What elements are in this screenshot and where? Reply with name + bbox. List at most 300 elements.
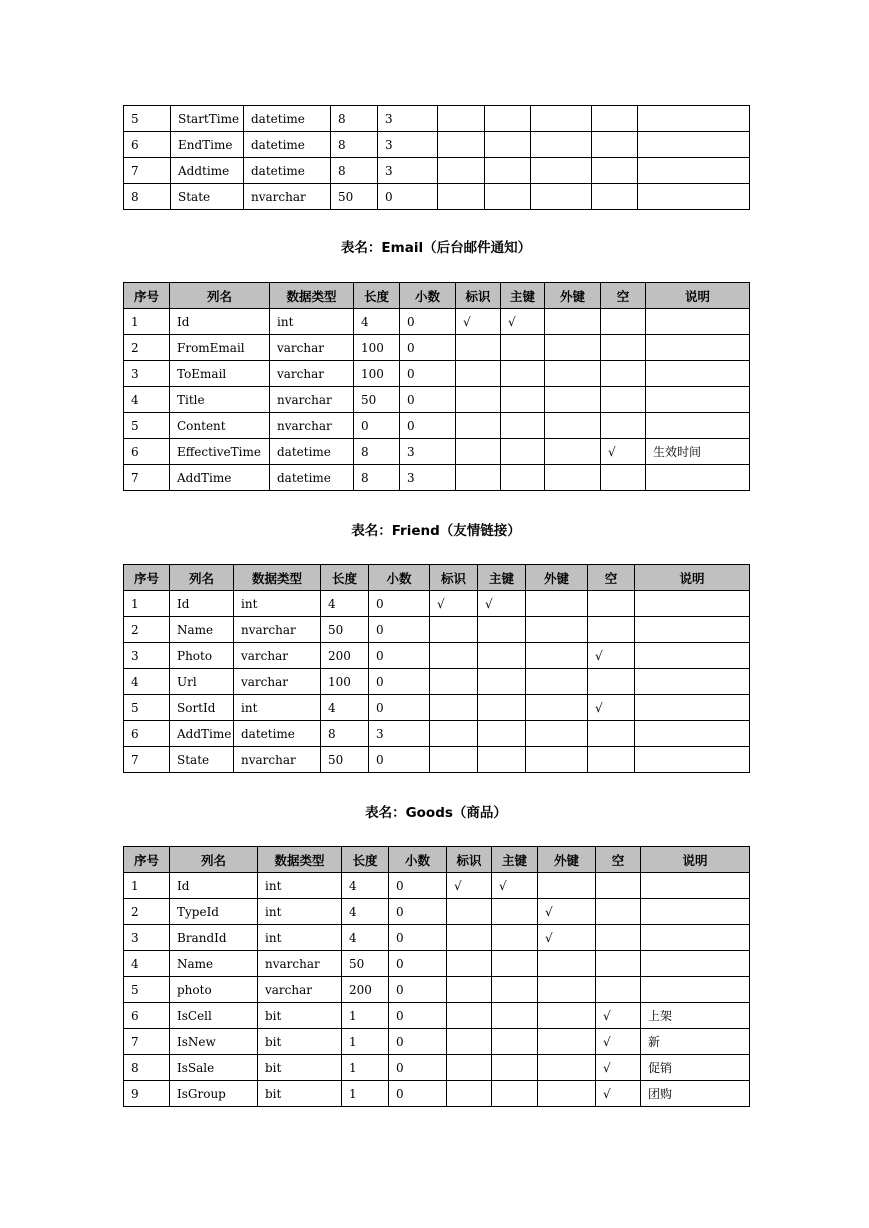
cell-nullable [592, 132, 638, 158]
cell-primary-key [501, 335, 545, 361]
cell-description: 促销 [641, 1055, 750, 1081]
cell-primary-key [492, 977, 538, 1003]
cell-nullable [601, 361, 646, 387]
cell-nullable [601, 309, 646, 335]
cell-length: 1 [342, 1003, 389, 1029]
cell-description: 生效时间 [646, 439, 750, 465]
table-row [124, 439, 750, 465]
cell-identity [456, 361, 501, 387]
cell-primary-key [478, 721, 526, 747]
cell-length: 100 [321, 669, 369, 695]
cell-data-type: datetime [244, 132, 331, 158]
table-row [124, 106, 750, 132]
cell-foreign-key [526, 669, 588, 695]
cell-identity [447, 1055, 492, 1081]
cell-foreign-key [545, 335, 601, 361]
header-data-type: 数据类型 [234, 565, 321, 591]
cell-identity [438, 132, 485, 158]
cell-description [641, 873, 750, 899]
cell-data-type: varchar [258, 977, 342, 1003]
cell-nullable [588, 617, 635, 643]
cell-description [641, 925, 750, 951]
cell-decimal: 3 [400, 439, 456, 465]
cell-data-type: datetime [244, 158, 331, 184]
cell-description [635, 643, 750, 669]
cell-length: 4 [354, 309, 400, 335]
cell-decimal: 3 [400, 465, 456, 491]
cell-description [646, 465, 750, 491]
cell-description [646, 361, 750, 387]
cell-column-name: Name [170, 951, 258, 977]
header-primary-key: 主键 [501, 283, 545, 309]
header-primary-key: 主键 [478, 565, 526, 591]
cell-data-type: varchar [234, 669, 321, 695]
cell-nullable [592, 106, 638, 132]
cell-foreign-key [531, 106, 592, 132]
cell-description: 新 [641, 1029, 750, 1055]
cell-seq: 7 [124, 747, 170, 773]
cell-description [635, 591, 750, 617]
cell-decimal: 0 [400, 413, 456, 439]
table-row [124, 925, 750, 951]
cell-primary-key [501, 361, 545, 387]
cell-decimal: 0 [389, 1055, 447, 1081]
cell-nullable [601, 387, 646, 413]
cell-decimal: 0 [369, 695, 430, 721]
cell-identity [438, 158, 485, 184]
cell-identity [430, 669, 478, 695]
cell-nullable [601, 335, 646, 361]
table-row [124, 1055, 750, 1081]
cell-primary-key [485, 132, 531, 158]
cell-foreign-key [526, 591, 588, 617]
cell-nullable: √ [596, 1029, 641, 1055]
cell-primary-key [492, 951, 538, 977]
cell-primary-key [492, 1003, 538, 1029]
header-identity: 标识 [430, 565, 478, 591]
cell-decimal: 0 [389, 1029, 447, 1055]
cell-length: 4 [321, 695, 369, 721]
cell-data-type: varchar [270, 335, 354, 361]
cell-identity [430, 617, 478, 643]
cell-decimal: 0 [389, 899, 447, 925]
cell-nullable [592, 184, 638, 210]
cell-length: 200 [342, 977, 389, 1003]
cell-identity [456, 335, 501, 361]
cell-identity: √ [447, 873, 492, 899]
cell-data-type: varchar [234, 643, 321, 669]
cell-length: 4 [342, 873, 389, 899]
cell-decimal: 0 [378, 184, 438, 210]
cell-length: 100 [354, 335, 400, 361]
cell-foreign-key: √ [538, 925, 596, 951]
cell-foreign-key [526, 721, 588, 747]
cell-column-name: AddTime [170, 721, 234, 747]
cell-decimal: 3 [369, 721, 430, 747]
cell-length: 1 [342, 1081, 389, 1107]
table-row [124, 617, 750, 643]
header-nullable: 空 [596, 847, 641, 873]
cell-identity [456, 465, 501, 491]
cell-identity [456, 387, 501, 413]
cell-nullable: √ [588, 643, 635, 669]
cell-description [635, 721, 750, 747]
cell-length: 50 [321, 747, 369, 773]
header-foreign-key: 外键 [545, 283, 601, 309]
table-caption-friend: 表名：Friend（友情链接） [351, 523, 521, 539]
header-data-type: 数据类型 [270, 283, 354, 309]
cell-foreign-key [545, 361, 601, 387]
cell-foreign-key [538, 873, 596, 899]
cell-length: 8 [354, 465, 400, 491]
cell-length: 0 [354, 413, 400, 439]
cell-data-type: datetime [234, 721, 321, 747]
cell-description [638, 184, 750, 210]
cell-foreign-key [538, 1055, 596, 1081]
cell-foreign-key [526, 617, 588, 643]
cell-seq: 5 [124, 106, 171, 132]
cell-identity [447, 1081, 492, 1107]
header-row [124, 847, 750, 873]
cell-identity: √ [456, 309, 501, 335]
table-caption-goods: 表名：Goods（商品） [365, 805, 507, 821]
table-body [124, 106, 750, 210]
cell-seq: 9 [124, 1081, 170, 1107]
cell-primary-key [492, 1081, 538, 1107]
table-row [124, 695, 750, 721]
table-row [124, 1081, 750, 1107]
table-email [123, 282, 750, 491]
cell-decimal: 0 [389, 977, 447, 1003]
cell-decimal: 3 [378, 158, 438, 184]
cell-data-type: datetime [244, 106, 331, 132]
cell-column-name: StartTime [171, 106, 244, 132]
cell-data-type: datetime [270, 465, 354, 491]
cell-seq: 3 [124, 361, 170, 387]
cell-identity: √ [430, 591, 478, 617]
cell-primary-key [492, 1055, 538, 1081]
cell-length: 8 [331, 106, 378, 132]
cell-nullable [588, 747, 635, 773]
cell-seq: 2 [124, 899, 170, 925]
cell-length: 100 [354, 361, 400, 387]
cell-identity [430, 747, 478, 773]
cell-nullable [592, 158, 638, 184]
cell-foreign-key [545, 413, 601, 439]
cell-primary-key [485, 106, 531, 132]
cell-identity [447, 925, 492, 951]
cell-seq: 7 [124, 465, 170, 491]
cell-column-name: Url [170, 669, 234, 695]
cell-column-name: EndTime [171, 132, 244, 158]
table-goods [123, 846, 750, 1107]
header-decimal: 小数 [369, 565, 430, 591]
cell-data-type: nvarchar [234, 747, 321, 773]
cell-seq: 8 [124, 184, 171, 210]
cell-description [641, 899, 750, 925]
cell-seq: 6 [124, 1003, 170, 1029]
cell-foreign-key [538, 977, 596, 1003]
cell-data-type: varchar [270, 361, 354, 387]
cell-nullable [588, 591, 635, 617]
cell-description [635, 747, 750, 773]
cell-seq: 3 [124, 643, 170, 669]
cell-decimal: 3 [378, 106, 438, 132]
cell-column-name: Id [170, 591, 234, 617]
cell-nullable [596, 977, 641, 1003]
header-identity: 标识 [456, 283, 501, 309]
cell-data-type: datetime [270, 439, 354, 465]
cell-primary-key [492, 899, 538, 925]
cell-decimal: 0 [389, 873, 447, 899]
cell-identity [456, 413, 501, 439]
cell-length: 8 [331, 158, 378, 184]
cell-nullable [596, 925, 641, 951]
cell-foreign-key [538, 1003, 596, 1029]
cell-identity [447, 1003, 492, 1029]
cell-decimal: 0 [369, 643, 430, 669]
table-continued [123, 105, 750, 210]
cell-foreign-key [545, 309, 601, 335]
cell-seq: 6 [124, 439, 170, 465]
cell-data-type: nvarchar [258, 951, 342, 977]
cell-nullable [596, 951, 641, 977]
cell-description [646, 387, 750, 413]
cell-decimal: 3 [378, 132, 438, 158]
cell-column-name: ToEmail [170, 361, 270, 387]
cell-nullable: √ [596, 1081, 641, 1107]
cell-data-type: bit [258, 1029, 342, 1055]
cell-data-type: nvarchar [270, 413, 354, 439]
cell-column-name: AddTime [170, 465, 270, 491]
header-row [124, 565, 750, 591]
cell-description [646, 309, 750, 335]
cell-column-name: Content [170, 413, 270, 439]
cell-data-type: bit [258, 1081, 342, 1107]
cell-column-name: IsCell [170, 1003, 258, 1029]
table-row [124, 132, 750, 158]
cell-column-name: IsGroup [170, 1081, 258, 1107]
cell-primary-key [485, 158, 531, 184]
cell-data-type: nvarchar [270, 387, 354, 413]
cell-column-name: Name [170, 617, 234, 643]
table-caption-email: 表名：Email（后台邮件通知） [340, 240, 532, 256]
cell-nullable [588, 721, 635, 747]
cell-nullable: √ [601, 439, 646, 465]
cell-column-name: EffectiveTime [170, 439, 270, 465]
cell-foreign-key [545, 465, 601, 491]
cell-length: 50 [321, 617, 369, 643]
cell-seq: 4 [124, 669, 170, 695]
table-row [124, 643, 750, 669]
cell-column-name: Id [170, 309, 270, 335]
cell-foreign-key: √ [538, 899, 596, 925]
cell-primary-key [492, 1029, 538, 1055]
cell-data-type: bit [258, 1055, 342, 1081]
cell-description [635, 695, 750, 721]
table-body [124, 309, 750, 491]
table-row [124, 158, 750, 184]
cell-identity [438, 184, 485, 210]
table-row [124, 335, 750, 361]
header-column-name: 列名 [170, 283, 270, 309]
cell-decimal: 0 [400, 387, 456, 413]
cell-data-type: bit [258, 1003, 342, 1029]
cell-description: 上架 [641, 1003, 750, 1029]
header-identity: 标识 [447, 847, 492, 873]
cell-decimal: 0 [400, 309, 456, 335]
header-decimal: 小数 [400, 283, 456, 309]
cell-length: 1 [342, 1055, 389, 1081]
cell-seq: 3 [124, 925, 170, 951]
cell-length: 4 [342, 899, 389, 925]
cell-identity [438, 106, 485, 132]
cell-primary-key [478, 695, 526, 721]
cell-length: 50 [342, 951, 389, 977]
cell-seq: 1 [124, 309, 170, 335]
cell-seq: 5 [124, 413, 170, 439]
header-column-name: 列名 [170, 565, 234, 591]
cell-data-type: nvarchar [234, 617, 321, 643]
cell-primary-key [501, 439, 545, 465]
cell-column-name: Id [170, 873, 258, 899]
cell-data-type: int [258, 873, 342, 899]
cell-foreign-key [538, 1029, 596, 1055]
cell-column-name: TypeId [170, 899, 258, 925]
cell-nullable: √ [588, 695, 635, 721]
cell-nullable [601, 413, 646, 439]
cell-length: 8 [354, 439, 400, 465]
table-body [124, 591, 750, 773]
cell-length: 50 [354, 387, 400, 413]
cell-primary-key [501, 387, 545, 413]
cell-description [641, 977, 750, 1003]
cell-nullable [596, 873, 641, 899]
cell-data-type: int [234, 591, 321, 617]
header-seq: 序号 [124, 565, 170, 591]
header-description: 说明 [641, 847, 750, 873]
cell-decimal: 0 [369, 617, 430, 643]
cell-foreign-key [545, 387, 601, 413]
cell-nullable: √ [596, 1003, 641, 1029]
cell-identity [456, 439, 501, 465]
cell-decimal: 0 [389, 1003, 447, 1029]
cell-foreign-key [526, 643, 588, 669]
table-row [124, 387, 750, 413]
cell-foreign-key [526, 695, 588, 721]
header-length: 长度 [321, 565, 369, 591]
cell-decimal: 0 [389, 1081, 447, 1107]
cell-seq: 4 [124, 387, 170, 413]
table-row [124, 1003, 750, 1029]
cell-data-type: int [270, 309, 354, 335]
cell-foreign-key [538, 951, 596, 977]
cell-column-name: SortId [170, 695, 234, 721]
cell-seq: 6 [124, 721, 170, 747]
cell-foreign-key [526, 747, 588, 773]
cell-length: 200 [321, 643, 369, 669]
table-row [124, 899, 750, 925]
cell-data-type: int [258, 899, 342, 925]
table-friend [123, 564, 750, 773]
cell-description [646, 413, 750, 439]
cell-length: 4 [321, 591, 369, 617]
header-decimal: 小数 [389, 847, 447, 873]
header-description: 说明 [635, 565, 750, 591]
header-row [124, 283, 750, 309]
cell-primary-key: √ [492, 873, 538, 899]
cell-nullable [601, 465, 646, 491]
cell-foreign-key [531, 132, 592, 158]
table-body [124, 873, 750, 1107]
cell-column-name: FromEmail [170, 335, 270, 361]
cell-seq: 5 [124, 695, 170, 721]
cell-primary-key: √ [478, 591, 526, 617]
cell-primary-key [478, 669, 526, 695]
table-row [124, 873, 750, 899]
cell-seq: 6 [124, 132, 171, 158]
cell-primary-key [478, 617, 526, 643]
cell-length: 8 [331, 132, 378, 158]
header-foreign-key: 外键 [526, 565, 588, 591]
header-foreign-key: 外键 [538, 847, 596, 873]
cell-column-name: State [171, 184, 244, 210]
cell-seq: 8 [124, 1055, 170, 1081]
header-length: 长度 [354, 283, 400, 309]
cell-identity [447, 1029, 492, 1055]
cell-data-type: int [258, 925, 342, 951]
cell-description [635, 669, 750, 695]
cell-decimal: 0 [400, 335, 456, 361]
cell-length: 50 [331, 184, 378, 210]
table-row [124, 309, 750, 335]
header-length: 长度 [342, 847, 389, 873]
cell-column-name: BrandId [170, 925, 258, 951]
cell-column-name: Addtime [171, 158, 244, 184]
cell-seq: 2 [124, 335, 170, 361]
cell-seq: 2 [124, 617, 170, 643]
cell-identity [447, 951, 492, 977]
cell-nullable: √ [596, 1055, 641, 1081]
cell-identity [430, 721, 478, 747]
table-row [124, 721, 750, 747]
header-primary-key: 主键 [492, 847, 538, 873]
cell-primary-key [492, 925, 538, 951]
cell-seq: 1 [124, 873, 170, 899]
cell-foreign-key [545, 439, 601, 465]
cell-column-name: State [170, 747, 234, 773]
cell-nullable [588, 669, 635, 695]
cell-column-name: Title [170, 387, 270, 413]
cell-foreign-key [538, 1081, 596, 1107]
cell-description [635, 617, 750, 643]
table-row [124, 465, 750, 491]
cell-seq: 4 [124, 951, 170, 977]
cell-seq: 5 [124, 977, 170, 1003]
header-nullable: 空 [588, 565, 635, 591]
table-row [124, 413, 750, 439]
cell-identity [447, 899, 492, 925]
cell-description [646, 335, 750, 361]
cell-seq: 7 [124, 1029, 170, 1055]
cell-foreign-key [531, 184, 592, 210]
table-row [124, 977, 750, 1003]
cell-description [641, 951, 750, 977]
cell-primary-key: √ [501, 309, 545, 335]
cell-identity [430, 695, 478, 721]
cell-column-name: Photo [170, 643, 234, 669]
table-row [124, 1029, 750, 1055]
